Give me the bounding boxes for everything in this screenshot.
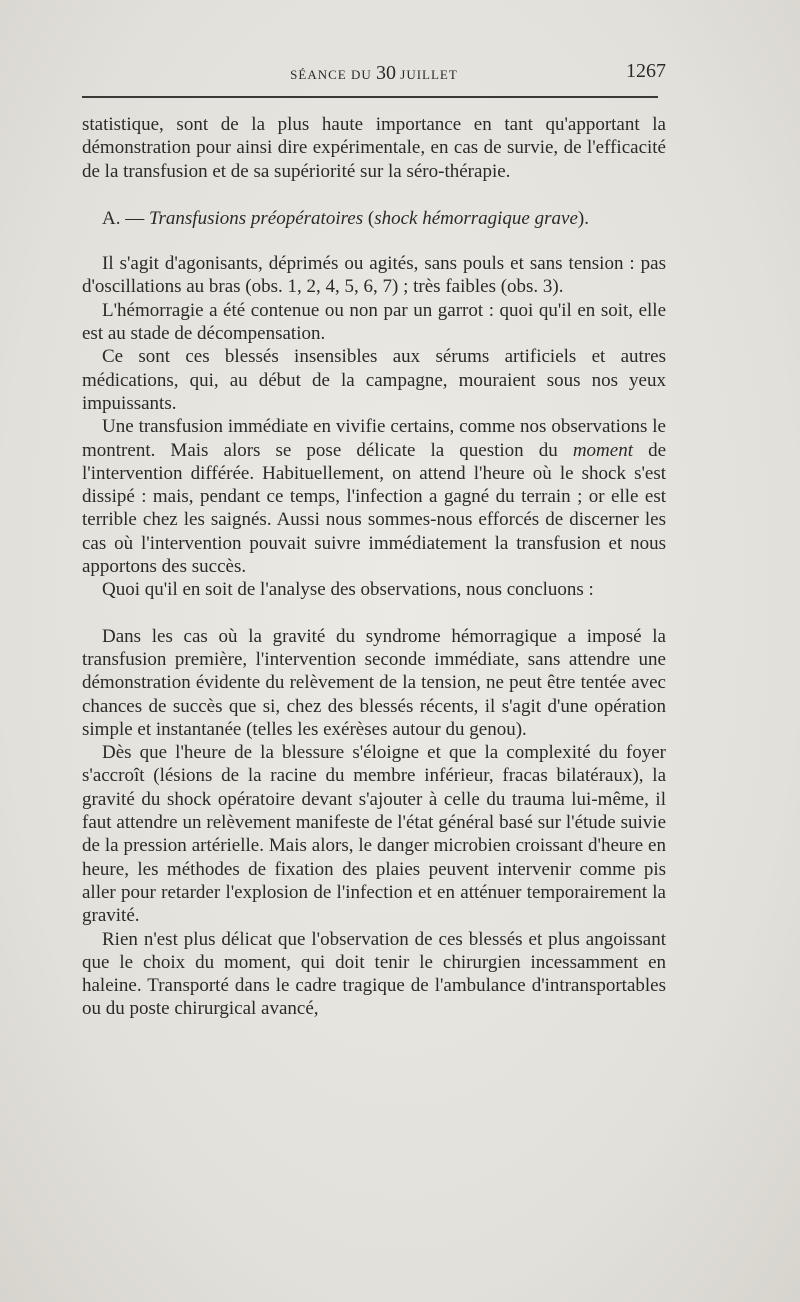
paragraph-5: Une transfusion immédiate en vivifie certains, comme nos observations le montrent. Mais alors se pose délicate la question du moment de l'intervention différée. Habituellement, on attend l'heure où le shock s'est dissipé : mais, pendant ce temps, l'infection a gagné du terrain ; or elle est terrible chez les saignés. Aussi nous sommes-nous efforcés de discerner les cas où l'intervention pouvait suivre immédiatement la transfusion et nous apportons des succès.	[82, 416, 666, 578]
paragraph-3: L'hémorragie a été contenue ou non par un garrot : quoi qu'il en soit, elle est au stade de décompensation.	[82, 299, 666, 345]
paragraph-9: Rien n'est plus délicat que l'observation de ces blessés et plus angoissant que le choix du moment, qui doit tenir le chirurgien incessamment en haleine. Transporté dans le cadre tragique de l'ambulance d'intransportables ou du poste chirurgical avancé,	[82, 928, 666, 1020]
paragraph-6: Quoi qu'il en soit de l'analyse des observations, nous concluons :	[102, 579, 594, 601]
section-subtitle: shock hémorragique grave	[374, 207, 578, 229]
spacer	[82, 183, 666, 207]
section-title: Transfusions préopératoires	[148, 207, 364, 229]
spacer	[82, 602, 666, 625]
paragraph-7: Dans les cas où la gravité du syndrome hémorragique a imposé la transfusion première, l'intervention seconde immédiate, sans attendre une démonstration évidente du relèvement de la tension, ne peut être tentée avec chances de succès que si, chez des blessés récents, il s'agit d'une opération simple et instantanée (telles les exérèses autour du genou).	[82, 625, 666, 740]
paragraph-1: statistique, sont de la plus haute importance en tant qu'apportant la démonstration pour ainsi dire expérimentale, en cas de survie, de l'efficacité de la transfusion et de sa supériorité sur la séro-thérapie.	[82, 114, 666, 182]
section-letter: A. —	[102, 207, 149, 229]
running-header	[82, 60, 666, 86]
paragraph-4: Ce sont ces blessés insensibles aux sérums artificiels et autres médications, qui, au début de la campagne, mouraient sous nos yeux impuissants.	[82, 346, 666, 414]
header-rule	[82, 96, 658, 98]
paragraph-8: Dès que l'heure de la blessure s'éloigne et que la complexité du foyer s'accroît (lésions de la racine du membre inférieur, fracas bilatéraux), la gravité du shock opératoire devant s'ajouter à celle du trauma lui-même, il faut attendre un relèvement manifeste de l'état général basé sur l'étude suivie de la pression artérielle. Mais alors, le danger microbien croissant d'heure en heure, les méthodes de fixation des plaies peuvent intervenir comme pis aller pour retarder l'explosion de l'infection et en atténuer temporairement la gravité.	[82, 742, 666, 927]
emphasis-moment: moment	[572, 439, 633, 461]
body-text	[82, 113, 666, 1021]
section-heading: A. — Transfusions préopératoires (shock hémorragique grave).	[102, 207, 589, 229]
header-date-number: 30	[376, 62, 397, 84]
header-title: SÉANCE DU 30 JUILLET	[290, 62, 458, 84]
spacer	[82, 230, 666, 252]
paragraph-2: Il s'agit d'agonisants, déprimés ou agités, sans pouls et sans tension : pas d'oscillations au bras (obs. 1, 2, 4, 5, 6, 7) ; très faibles (obs. 3).	[82, 253, 666, 298]
page-number: 1267	[626, 60, 666, 82]
